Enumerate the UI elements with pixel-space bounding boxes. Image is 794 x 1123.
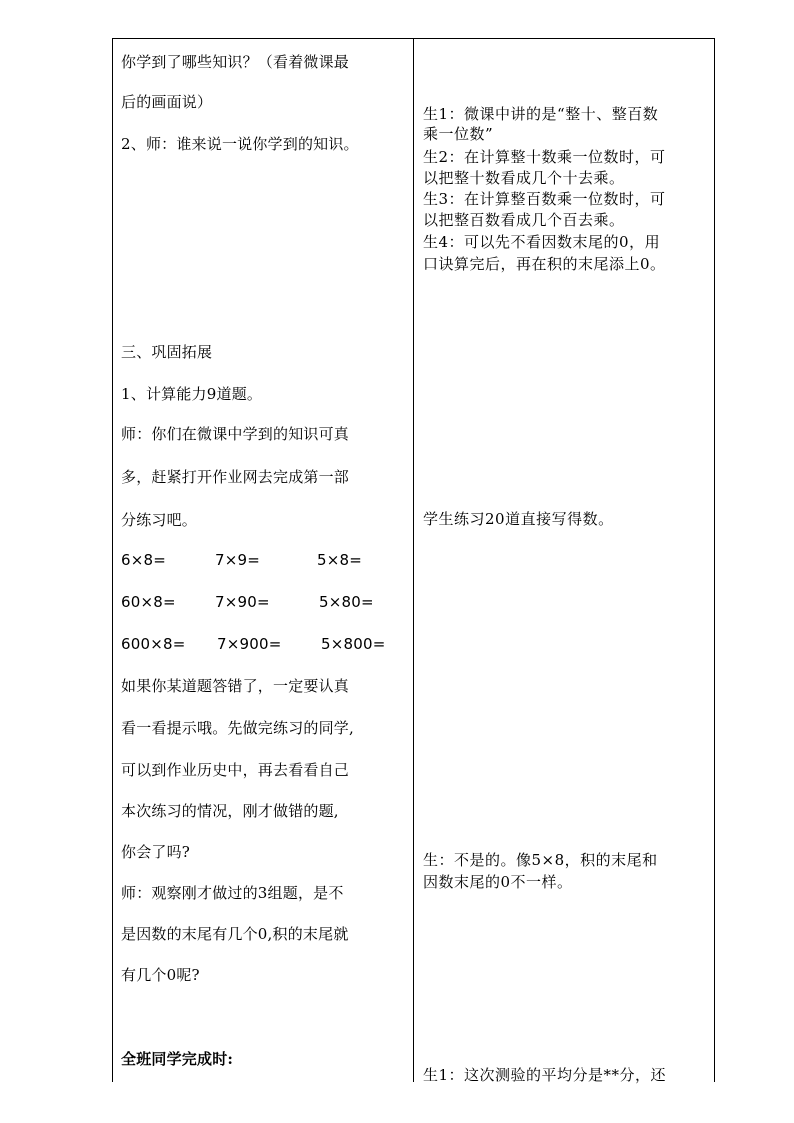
math-item: 7×90= xyxy=(215,593,270,611)
math-item: 5×800= xyxy=(321,635,386,653)
left-line-7: 多，赶紧打开作业网去完成第一部 xyxy=(121,468,350,486)
left-line-5: 1、计算能力9道题。 xyxy=(121,385,263,403)
left-line-15: 是因数的末尾有几个0,积的末尾就 xyxy=(121,925,349,943)
left-line-12: 本次练习的情况，刚才做错的题, xyxy=(121,802,339,820)
right-line-4: 以把整十数看成几个十去乘。 xyxy=(423,169,625,187)
left-line-13: 你会了吗? xyxy=(121,843,191,861)
right-line-9: 学生练习20道直接写得数。 xyxy=(423,510,614,528)
section-heading: 三、巩固拓展 xyxy=(121,343,213,361)
right-line-5: 生3：在计算整百数乘一位数时，可 xyxy=(423,190,666,208)
right-line-2: 乘一位数” xyxy=(423,125,494,143)
column-divider xyxy=(413,38,414,1082)
math-item: 5×80= xyxy=(319,593,374,611)
left-line-10: 看一看提示哦。先做完练习的同学, xyxy=(121,719,354,737)
left-line-2: 后的画面说） xyxy=(121,93,213,111)
left-line-6: 师：你们在微课中学到的知识可真 xyxy=(121,425,350,443)
math-item: 600×8= xyxy=(121,635,186,653)
right-line-7: 生4：可以先不看因数末尾的0，用 xyxy=(423,233,661,251)
left-line-3: 2、师：谁来说一说你学到的知识。 xyxy=(121,135,359,153)
right-line-1: 生1：微课中讲的是“整十、整百数 xyxy=(423,105,659,123)
right-line-6: 以把整百数看成几个百去乘。 xyxy=(423,211,625,229)
left-line-9: 如果你某道题答错了，一定要认真 xyxy=(121,677,350,695)
left-line-11: 可以到作业历史中，再去看看自己 xyxy=(121,761,350,779)
math-item: 7×9= xyxy=(215,551,261,569)
math-item: 60×8= xyxy=(121,593,176,611)
left-line-8: 分练习吧。 xyxy=(121,511,198,529)
math-item: 6×8= xyxy=(121,551,167,569)
math-item: 7×900= xyxy=(217,635,282,653)
right-line-8: 口诀算完后，再在积的末尾添上0。 xyxy=(423,255,666,273)
right-line-3: 生2：在计算整十数乘一位数时，可 xyxy=(423,148,666,166)
math-item: 5×8= xyxy=(317,551,363,569)
left-line-14: 师：观察刚才做过的3组题，是不 xyxy=(121,884,344,902)
left-line-16: 有几个0呢? xyxy=(121,966,200,984)
right-line-12: 生1：这次测验的平均分是**分，还 xyxy=(423,1066,667,1084)
right-line-11: 因数末尾的0不一样。 xyxy=(423,873,573,891)
bold-heading: 全班同学完成时: xyxy=(121,1050,234,1068)
right-line-10: 生：不是的。像5×8，积的末尾和 xyxy=(423,851,658,869)
left-line-1: 你学到了哪些知识？（看着微课最 xyxy=(121,53,350,71)
